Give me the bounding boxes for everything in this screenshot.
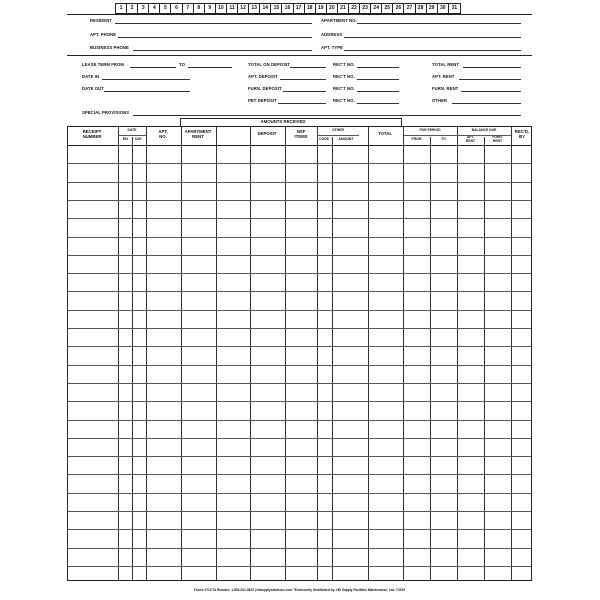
- total-on-deposit-label: TOTAL ON DEPOSIT: [248, 62, 291, 67]
- nsf-items-header: NSF ITEMS: [294, 129, 308, 139]
- apartment-no-label: APARTMENT NO.: [321, 18, 357, 23]
- ledger-row-line: [68, 420, 531, 421]
- header-bottom-rule: [68, 145, 531, 146]
- rect-no-label-2: REC'T NO.: [333, 74, 355, 79]
- day-header: DAY: [135, 137, 142, 141]
- day-cell[interactable]: 17: [294, 4, 305, 13]
- date-out-field[interactable]: [104, 91, 190, 92]
- apt-phone-field[interactable]: [118, 37, 312, 38]
- day-cell[interactable]: 26: [393, 4, 404, 13]
- day-cell[interactable]: 25: [382, 4, 393, 13]
- rect-no-field-4[interactable]: [357, 103, 399, 104]
- day-cell[interactable]: 18: [305, 4, 316, 13]
- deposit-header: DEPOSIT: [257, 131, 277, 136]
- ledger-row-line: [68, 474, 531, 475]
- total-on-deposit-field[interactable]: [290, 67, 326, 68]
- date-in-field[interactable]: [102, 79, 190, 80]
- form-footer: Form# 2715 To Reorder: 1-800-241-4823 | hdsupplysolutions.com "Exclusively Distributed by: HD Supply Facilities Maintenance, Ltd. ©2019: [193, 588, 406, 592]
- resident-field[interactable]: [115, 23, 312, 24]
- section-divider: [67, 55, 532, 56]
- ledger-row-line: [68, 456, 531, 457]
- day-cell[interactable]: 8: [194, 4, 205, 13]
- rect-no-field-1[interactable]: [357, 67, 399, 68]
- column-divider: [146, 127, 147, 580]
- day-cell[interactable]: 9: [205, 4, 216, 13]
- ledger-row-line: [68, 310, 531, 311]
- ledger-row-line: [68, 493, 531, 494]
- group-header-divider: [118, 135, 146, 136]
- ledger-row-line: [68, 182, 531, 183]
- day-cell[interactable]: 23: [360, 4, 371, 13]
- day-cell[interactable]: 30: [438, 4, 449, 13]
- rect-no-label-4: REC'T NO.: [333, 98, 355, 103]
- period-from-header: FROM: [411, 137, 422, 141]
- day-cell[interactable]: 22: [349, 4, 360, 13]
- column-divider: [250, 127, 251, 580]
- column-divider: [285, 127, 286, 580]
- day-cell[interactable]: 7: [183, 4, 194, 13]
- column-divider: [484, 137, 485, 580]
- special-provisions-field[interactable]: [133, 115, 521, 116]
- business-phone-label: BUSINESS PHONE: [90, 45, 129, 50]
- day-cell[interactable]: 24: [371, 4, 382, 13]
- apt-deposit-label: APT. DEPOSIT: [248, 74, 278, 79]
- other-rent-label: OTHER: [432, 98, 448, 103]
- ledger-row-line: [68, 237, 531, 238]
- ledger-table: [67, 126, 532, 581]
- furn-deposit-label: FURN. DEPOSIT: [248, 86, 282, 91]
- period-to-header: TO: [441, 137, 446, 141]
- day-cell[interactable]: 14: [260, 4, 271, 13]
- day-cell[interactable]: 20: [327, 4, 338, 13]
- day-cell[interactable]: 1: [116, 4, 127, 13]
- day-cell[interactable]: 27: [404, 4, 415, 13]
- resident-label: RESIDENT: [90, 18, 112, 23]
- ledger-row-line: [68, 566, 531, 567]
- day-cell[interactable]: 21: [338, 4, 349, 13]
- apt-phone-label: APT. PHONE: [90, 32, 117, 37]
- rect-no-label-1: REC'T NO.: [333, 62, 355, 67]
- day-cell[interactable]: 19: [316, 4, 327, 13]
- day-cell[interactable]: 16: [282, 4, 293, 13]
- column-divider: [457, 127, 458, 580]
- column-divider: [368, 127, 369, 580]
- amount-header: AMOUNT: [338, 137, 354, 141]
- furn-rent-label: FURN. RENT: [432, 86, 459, 91]
- for-period-header: FOR PERIOD: [419, 128, 441, 132]
- day-number-strip: [115, 3, 461, 14]
- total-header: TOTAL: [378, 131, 392, 136]
- code-header: CODE: [319, 137, 329, 141]
- total-rent-field[interactable]: [463, 67, 521, 68]
- ledger-row-line: [68, 218, 531, 219]
- furn-deposit-field[interactable]: [283, 91, 326, 92]
- balance-furn-rent-header: FURN. RENT: [492, 135, 503, 143]
- apartment-no-field[interactable]: [357, 23, 521, 24]
- ledger-row-line: [68, 511, 531, 512]
- address-label: ADDRESS: [321, 32, 343, 37]
- total-rent-label: TOTAL RENT: [432, 62, 460, 67]
- pet-deposit-label: PET DEPOSIT: [248, 98, 277, 103]
- apt-rent-field[interactable]: [459, 79, 521, 80]
- ledger-row-line: [68, 255, 531, 256]
- day-cell[interactable]: 13: [249, 4, 260, 13]
- amounts-received-header: AMOUNTS RECEIVED: [260, 119, 306, 124]
- business-phone-field[interactable]: [133, 50, 312, 51]
- ledger-row-line: [68, 383, 531, 384]
- lease-term-from-label: LEASE TERM FROM: [82, 62, 124, 67]
- group-header-divider: [317, 135, 359, 136]
- ledger-row-line: [68, 328, 531, 329]
- ledger-row-line: [68, 273, 531, 274]
- ledger-row-line: [68, 548, 531, 549]
- address-field[interactable]: [344, 37, 521, 38]
- recd-by-header: REC'D. BY: [514, 129, 530, 139]
- group-header-divider: [403, 135, 457, 136]
- ledger-row-line: [68, 529, 531, 530]
- day-cell[interactable]: 6: [171, 4, 182, 13]
- ledger-row-line: [68, 200, 531, 201]
- rect-no-field-3[interactable]: [357, 91, 399, 92]
- day-cell[interactable]: 28: [416, 4, 427, 13]
- date-in-label: DATE IN: [82, 74, 100, 79]
- lease-term-to-field[interactable]: [188, 67, 232, 68]
- day-cell[interactable]: 3: [138, 4, 149, 13]
- apt-deposit-field[interactable]: [280, 79, 326, 80]
- ledger-row-line: [68, 291, 531, 292]
- lease-term-to-label: TO: [179, 62, 185, 67]
- column-divider: [216, 127, 217, 580]
- ledger-row-line: [68, 365, 531, 366]
- month-header: MO: [122, 137, 129, 141]
- day-cell[interactable]: 29: [427, 4, 438, 13]
- ledger-row-line: [68, 346, 531, 347]
- column-divider: [132, 137, 133, 580]
- column-divider: [118, 127, 119, 580]
- receipt-number-header: RECEIPT NUMBER: [82, 129, 102, 139]
- rect-no-field-2[interactable]: [357, 79, 399, 80]
- day-cell[interactable]: 12: [238, 4, 249, 13]
- other-rent-field[interactable]: [452, 103, 521, 104]
- ledger-row-line: [68, 438, 531, 439]
- ledger-row-line: [68, 163, 531, 164]
- furn-rent-field[interactable]: [461, 91, 521, 92]
- day-cell[interactable]: 4: [149, 4, 160, 13]
- column-divider: [430, 137, 431, 580]
- balance-due-header: BALANCE DUE: [471, 128, 497, 132]
- apt-type-field[interactable]: [344, 50, 521, 51]
- other-header: OTHER: [332, 128, 344, 132]
- date-header: DATE: [127, 128, 137, 132]
- top-divider: [67, 14, 532, 15]
- day-cell[interactable]: 15: [271, 4, 282, 13]
- apt-rent-label: APT. RENT: [432, 74, 455, 79]
- pet-deposit-field[interactable]: [278, 103, 326, 104]
- column-divider: [332, 137, 333, 580]
- day-cell[interactable]: 2: [127, 4, 138, 13]
- rect-no-label-3: REC'T NO.: [333, 86, 355, 91]
- column-divider: [181, 127, 182, 580]
- day-cell[interactable]: 31: [451, 5, 458, 11]
- date-out-label: DATE OUT: [82, 86, 104, 91]
- day-cell[interactable]: 10: [216, 4, 227, 13]
- group-header-divider: [457, 135, 511, 136]
- column-divider: [403, 127, 404, 580]
- lease-term-from-field[interactable]: [130, 67, 176, 68]
- special-provisions-label: SPECIAL PROVISIONS: [82, 110, 130, 115]
- column-divider: [317, 127, 318, 580]
- apt-no-header: APT. NO.: [158, 129, 168, 139]
- day-cell[interactable]: 11: [227, 4, 238, 13]
- apartment-rent-header: APARTMENT RENT: [184, 129, 212, 139]
- column-divider: [511, 127, 512, 580]
- ledger-row-line: [68, 401, 531, 402]
- day-cell[interactable]: 5: [160, 4, 171, 13]
- apt-type-label: APT. TYPE: [321, 45, 344, 50]
- balance-apt-rent-header: APT. RENT: [465, 135, 476, 143]
